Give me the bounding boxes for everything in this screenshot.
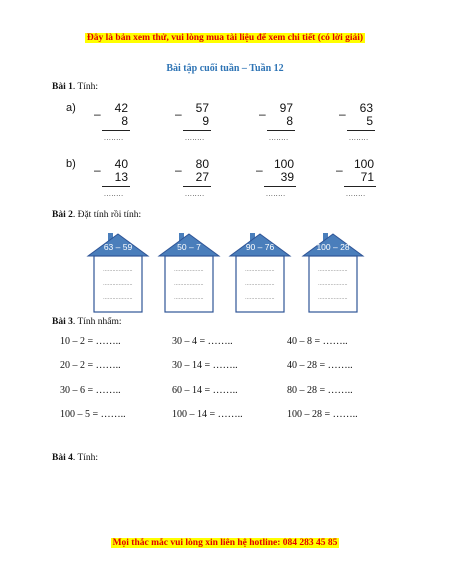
result-line	[183, 186, 211, 187]
answer-dots: ...................	[174, 268, 204, 273]
minuend: 57	[195, 101, 209, 115]
mental-math-item: 20 – 2 = ……..	[60, 360, 121, 371]
page-title: Bài tập cuối tuần – Tuần 12	[166, 63, 284, 74]
answer-dots: ...................	[318, 296, 348, 301]
subtrahend: 9	[202, 114, 209, 128]
result-line	[183, 130, 211, 131]
minus-sign: –	[175, 163, 182, 177]
house-expression: 90 – 76	[245, 242, 275, 252]
row-a-label: a)	[66, 102, 76, 114]
minuend: 42	[114, 101, 128, 115]
minuend: 40	[114, 157, 128, 171]
house-expression: 50 – 7	[177, 242, 201, 252]
mental-math-item: 80 – 28 = ……..	[287, 385, 353, 396]
exercise-2-heading	[52, 210, 141, 220]
mental-math-item: 40 – 28 = ……..	[287, 360, 353, 371]
mental-math-item: 30 – 4 = ……..	[172, 336, 233, 347]
exercise-2-text: . Đặt tính rồi tính:	[72, 210, 142, 220]
mental-math-item: 100 – 14 = ……..	[172, 409, 243, 420]
mental-math-item: 30 – 6 = ……..	[60, 385, 121, 396]
exercise-4-heading	[52, 453, 98, 463]
answer-dots: ........	[104, 191, 124, 198]
answer-dots: ...................	[103, 268, 133, 273]
minus-sign: –	[175, 107, 182, 121]
subtrahend: 13	[114, 170, 128, 184]
hotline-footer	[0, 532, 450, 550]
answer-dots: ........	[346, 191, 366, 198]
exercise-3-text: . Tính nhẩm:	[72, 317, 122, 327]
subtrahend: 8	[286, 114, 293, 128]
minuend: 80	[195, 157, 209, 171]
mental-math-item: 30 – 14 = ……..	[172, 360, 238, 371]
minus-sign: –	[94, 163, 101, 177]
subtrahend: 71	[360, 170, 374, 184]
answer-dots: ........	[266, 191, 286, 198]
house-expression: 100 – 28	[316, 242, 350, 252]
result-line	[102, 130, 130, 131]
result-line	[102, 186, 130, 187]
answer-dots: ...................	[245, 282, 275, 287]
minuend: 100	[273, 157, 294, 171]
result-line	[264, 186, 296, 187]
house-card	[86, 232, 150, 314]
answer-dots: ........	[185, 135, 205, 142]
subtrahend: 8	[121, 114, 128, 128]
answer-dots: ........	[104, 135, 124, 142]
answer-dots: ...................	[245, 296, 275, 301]
exercise-1-text: . Tính:	[72, 82, 99, 92]
house-card	[157, 232, 221, 314]
house-card	[228, 232, 292, 314]
answer-dots: ...................	[174, 296, 204, 301]
exercise-3-label: Bài 3	[52, 317, 73, 327]
minus-sign: –	[94, 107, 101, 121]
exercise-1-heading	[52, 82, 98, 92]
exercise-4-label: Bài 4	[52, 453, 73, 463]
subtrahend: 27	[195, 170, 209, 184]
mental-math-item: 60 – 14 = ……..	[172, 385, 238, 396]
minus-sign: –	[336, 163, 343, 177]
subtrahend: 39	[280, 170, 294, 184]
minus-sign: –	[339, 107, 346, 121]
preview-banner-text: Đây là bản xem thử, vui lòng mua tài liệu để xem chi tiết (có lời giải)	[86, 33, 364, 43]
house-expression: 63 – 59	[103, 242, 133, 252]
answer-dots: ........	[269, 135, 289, 142]
result-line	[344, 186, 376, 187]
row-b-label: b)	[66, 158, 76, 170]
exercise-4-text: . Tính:	[72, 453, 99, 463]
answer-dots: ...................	[318, 268, 348, 273]
preview-banner	[0, 27, 450, 45]
answer-dots: ...................	[103, 282, 133, 287]
minus-sign: –	[256, 163, 263, 177]
answer-dots: ...................	[103, 296, 133, 301]
answer-dots: ...................	[245, 268, 275, 273]
answer-dots: ...................	[318, 282, 348, 287]
answer-dots: ........	[185, 191, 205, 198]
answer-dots: ........	[349, 135, 369, 142]
exercise-3-heading	[52, 317, 122, 327]
minuend: 100	[353, 157, 374, 171]
exercise-2-label: Bài 2	[52, 210, 73, 220]
minuend: 63	[359, 101, 373, 115]
mental-math-item: 100 – 5 = ……..	[60, 409, 126, 420]
house-card	[301, 232, 365, 314]
answer-dots: ...................	[174, 282, 204, 287]
exercise-1-label: Bài 1	[52, 82, 73, 92]
minuend: 97	[279, 101, 293, 115]
result-line	[347, 130, 375, 131]
hotline-footer-text: Mọi thắc mắc vui lòng xin liên hệ hotline: 084 283 45 85	[112, 538, 338, 548]
minus-sign: –	[259, 107, 266, 121]
result-line	[267, 130, 295, 131]
subtrahend: 5	[366, 114, 373, 128]
mental-math-item: 100 – 28 = ……..	[287, 409, 358, 420]
mental-math-item: 40 – 8 = ……..	[287, 336, 348, 347]
mental-math-item: 10 – 2 = ……..	[60, 336, 121, 347]
